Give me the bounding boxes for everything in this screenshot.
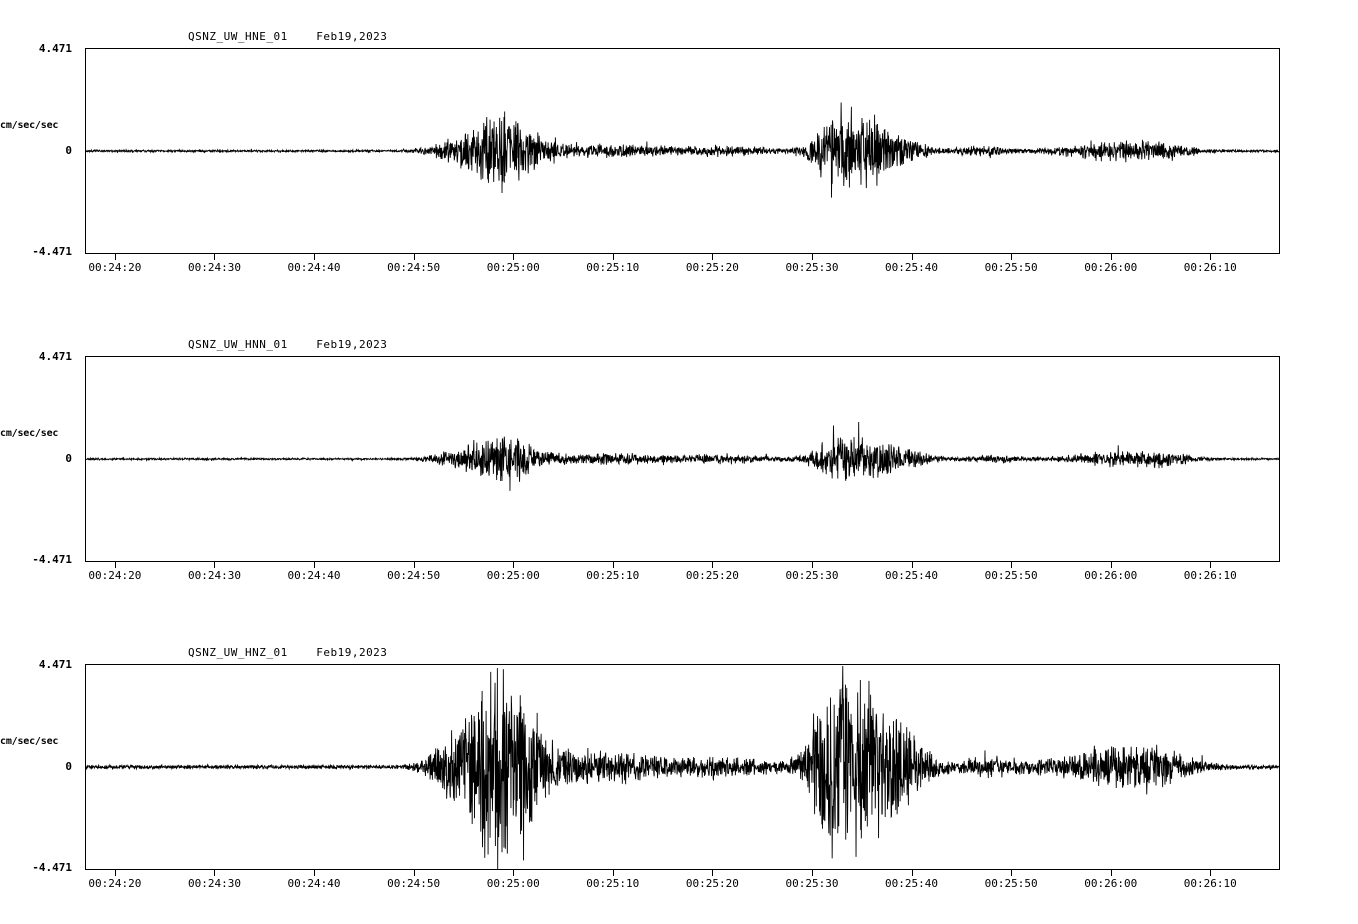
y-axis-zero-label-hnz: 0	[65, 760, 72, 773]
x-axis-tick-label: 00:25:50	[984, 261, 1038, 274]
x-axis-tick-label: 00:25:00	[486, 877, 540, 890]
x-axis-tick-mark	[912, 562, 913, 568]
y-axis-units-label-hne: cm/sec/sec	[0, 120, 59, 131]
x-axis-tick-mark	[1210, 870, 1211, 876]
x-axis-hnn	[85, 562, 1280, 592]
x-axis-tick-mark	[812, 870, 813, 876]
x-axis-tick-mark	[314, 254, 315, 260]
x-axis-tick-mark	[1011, 254, 1012, 260]
y-axis-zero-label-hnn: 0	[65, 452, 72, 465]
x-axis-tick-mark	[115, 870, 116, 876]
x-axis-tick-mark	[414, 254, 415, 260]
x-axis-tick-mark	[414, 870, 415, 876]
x-axis-tick-mark	[1111, 562, 1112, 568]
x-axis-tick-mark	[812, 562, 813, 568]
x-axis-tick-label: 00:25:30	[785, 569, 839, 582]
x-axis-tick-label: 00:25:40	[885, 569, 939, 582]
x-axis-tick-mark	[115, 254, 116, 260]
x-axis-tick-mark	[912, 870, 913, 876]
x-axis-tick-mark	[214, 870, 215, 876]
x-axis-tick-mark	[912, 254, 913, 260]
x-axis-tick-mark	[314, 870, 315, 876]
x-axis-tick-mark	[513, 254, 514, 260]
x-axis-tick-label: 00:25:00	[486, 261, 540, 274]
x-axis-tick-mark	[1210, 562, 1211, 568]
x-axis-tick-label: 00:25:10	[586, 261, 640, 274]
x-axis-tick-label: 00:24:40	[287, 261, 341, 274]
x-axis-tick-label: 00:24:50	[387, 261, 441, 274]
x-axis-tick-label: 00:26:10	[1183, 261, 1237, 274]
y-axis-max-label-hne: 4.471	[38, 42, 72, 55]
plot-area-hne	[85, 48, 1280, 254]
y-axis-min-label-hne: -4.471	[32, 245, 72, 258]
y-axis-max-label-hnz: 4.471	[38, 658, 72, 671]
x-axis-tick-mark	[115, 562, 116, 568]
plot-area-hnz	[85, 664, 1280, 870]
x-axis-tick-mark	[314, 562, 315, 568]
x-axis-tick-label: 00:24:20	[88, 261, 142, 274]
x-axis-tick-label: 00:24:40	[287, 569, 341, 582]
x-axis-tick-mark	[613, 562, 614, 568]
x-axis-tick-label: 00:24:30	[187, 261, 241, 274]
x-axis-tick-label: 00:25:20	[685, 877, 739, 890]
x-axis-tick-label: 00:25:20	[685, 569, 739, 582]
x-axis-tick-mark	[214, 254, 215, 260]
x-axis-tick-label: 00:24:20	[88, 569, 142, 582]
x-axis-hne	[85, 254, 1280, 284]
x-axis-tick-label: 00:25:30	[785, 261, 839, 274]
x-axis-tick-mark	[513, 562, 514, 568]
waveform-trace-hnz	[86, 665, 1279, 869]
waveform-trace-hne	[86, 49, 1279, 253]
y-axis-units-label-hnz: cm/sec/sec	[0, 736, 59, 747]
x-axis-tick-label: 00:25:10	[586, 877, 640, 890]
x-axis-tick-label: 00:25:50	[984, 569, 1038, 582]
y-axis-min-label-hnn: -4.471	[32, 553, 72, 566]
x-axis-tick-label: 00:26:00	[1084, 569, 1138, 582]
x-axis-tick-mark	[1111, 870, 1112, 876]
x-axis-tick-label: 00:25:10	[586, 569, 640, 582]
x-axis-tick-label: 00:26:00	[1084, 261, 1138, 274]
x-axis-tick-label: 00:25:50	[984, 877, 1038, 890]
x-axis-tick-mark	[1210, 254, 1211, 260]
seismogram-panel-hne	[0, 0, 1358, 308]
x-axis-tick-label: 00:26:10	[1183, 569, 1237, 582]
x-axis-tick-label: 00:26:00	[1084, 877, 1138, 890]
x-axis-tick-label: 00:24:50	[387, 569, 441, 582]
x-axis-tick-mark	[712, 254, 713, 260]
x-axis-tick-label: 00:25:40	[885, 261, 939, 274]
x-axis-tick-label: 00:25:20	[685, 261, 739, 274]
x-axis-tick-label: 00:24:30	[187, 569, 241, 582]
x-axis-tick-label: 00:24:40	[287, 877, 341, 890]
x-axis-tick-mark	[1011, 870, 1012, 876]
x-axis-tick-mark	[613, 870, 614, 876]
panel-title-hnz: QSNZ_UW_HNZ_01 Feb19,2023	[188, 646, 388, 659]
x-axis-tick-mark	[1011, 562, 1012, 568]
x-axis-tick-mark	[513, 870, 514, 876]
x-axis-tick-label: 00:24:20	[88, 877, 142, 890]
x-axis-hnz	[85, 870, 1280, 900]
x-axis-tick-mark	[214, 562, 215, 568]
x-axis-tick-label: 00:24:30	[187, 877, 241, 890]
y-axis-zero-label-hne: 0	[65, 144, 72, 157]
x-axis-tick-mark	[1111, 254, 1112, 260]
x-axis-tick-mark	[812, 254, 813, 260]
x-axis-tick-label: 00:25:30	[785, 877, 839, 890]
plot-area-hnn	[85, 356, 1280, 562]
x-axis-tick-label: 00:25:00	[486, 569, 540, 582]
x-axis-tick-label: 00:26:10	[1183, 877, 1237, 890]
y-axis-max-label-hnn: 4.471	[38, 350, 72, 363]
y-axis-min-label-hnz: -4.471	[32, 861, 72, 874]
seismogram-panel-hnn	[0, 308, 1358, 616]
x-axis-tick-label: 00:25:40	[885, 877, 939, 890]
y-axis-units-label-hnn: cm/sec/sec	[0, 428, 59, 439]
x-axis-tick-mark	[613, 254, 614, 260]
x-axis-tick-mark	[414, 562, 415, 568]
seismogram-panel-hnz	[0, 616, 1358, 924]
panel-title-hne: QSNZ_UW_HNE_01 Feb19,2023	[188, 30, 388, 43]
x-axis-tick-mark	[712, 870, 713, 876]
panel-title-hnn: QSNZ_UW_HNN_01 Feb19,2023	[188, 338, 388, 351]
x-axis-tick-mark	[712, 562, 713, 568]
waveform-trace-hnn	[86, 357, 1279, 561]
x-axis-tick-label: 00:24:50	[387, 877, 441, 890]
